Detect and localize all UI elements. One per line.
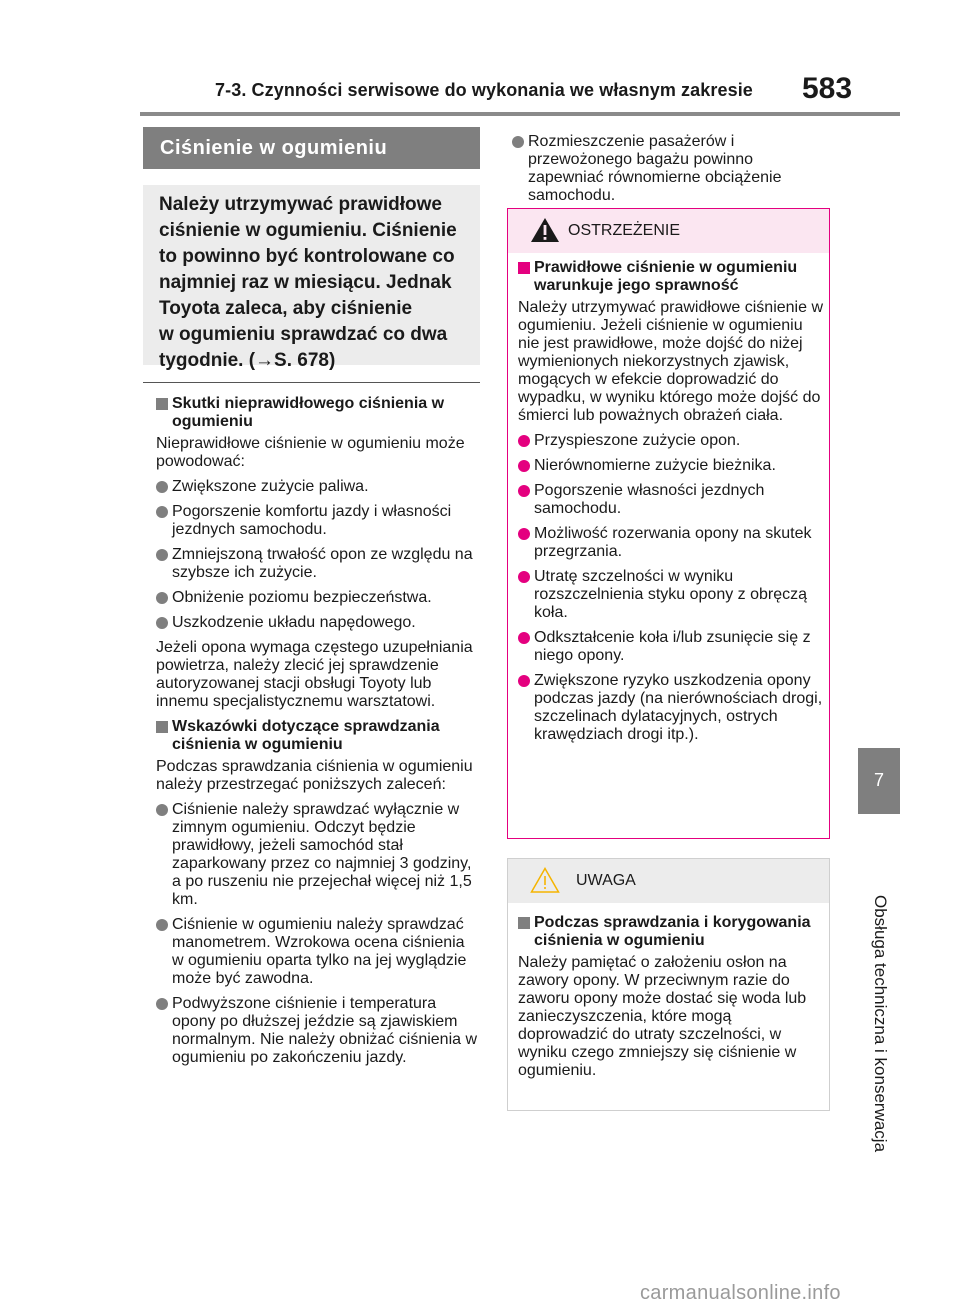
section-heading: Ciśnienie w ogumieniu xyxy=(143,127,480,169)
paragraph: Należy pamiętać o założeniu osłon na zawory opony. W przeciwnym razie do zaworu opony może dostać się woda lub zanieczyszczenia, które mogą doprowadzić do utraty szczelności, w wyniku czego zmniejszy się ciśnienie w ogumieniu. xyxy=(518,954,807,1079)
section-divider xyxy=(143,382,480,383)
subheading-text: Skutki nieprawidłowego ciśnienia w ogumieniu xyxy=(172,395,445,430)
round-bullet-icon xyxy=(156,804,168,816)
warning-body xyxy=(518,259,824,751)
caution-body xyxy=(518,914,824,1087)
list-item xyxy=(518,568,824,622)
subheading xyxy=(156,395,480,431)
list-item-text: Pogorszenie własności jezdnych samochodu. xyxy=(534,482,765,517)
intro-line: Toyota zaleca, aby ciśnienie xyxy=(159,298,413,319)
intro-box xyxy=(143,185,480,371)
paragraph: Podczas sprawdzania ciśnienia w ogumieniu należy przestrzegać poniższych zaleceń: xyxy=(156,758,473,793)
chapter-label: Obsługa techniczna i konserwacja xyxy=(871,895,890,1153)
list-item-text: Obniżenie poziomu bezpieczeństwa. xyxy=(172,589,432,606)
warning-title: OSTRZEŻENIE xyxy=(568,222,681,239)
subheading-text: Prawidłowe ciśnienie w ogumieniu warunkuje jego sprawność xyxy=(534,259,798,294)
caution-box xyxy=(507,858,830,1111)
list-item xyxy=(156,546,480,582)
paragraph: Jeżeli opona wymaga częstego uzupełniania powietrza, należy zlecić jej sprawdzenie autoryzowanej stacji obsługi Toyoty lub innemu specjalistycznemu warsztatowi. xyxy=(156,639,473,710)
round-bullet-icon xyxy=(156,919,168,931)
intro-line: w ogumieniu sprawdzać co dwa xyxy=(159,324,448,345)
subheading-text: Wskazówki dotyczące sprawdzania ciśnienia w ogumieniu xyxy=(172,718,440,753)
intro-line: tygodnie. (→S. 678) xyxy=(159,350,336,371)
round-bullet-icon xyxy=(156,998,168,1010)
warning-header xyxy=(508,209,829,253)
list-item xyxy=(156,801,480,909)
round-bullet-icon xyxy=(512,136,524,148)
round-bullet-icon xyxy=(156,617,168,629)
subheading xyxy=(156,718,480,754)
subheading-text: Podczas sprawdzania i korygowania ciśnienia w ogumieniu xyxy=(534,914,811,949)
intro-line: najmniej raz w miesiącu. Jednak xyxy=(159,272,452,293)
square-bullet-icon xyxy=(518,262,530,274)
list-item-text: Nierównomierne zużycie bieżnika. xyxy=(534,457,776,474)
list-item-text: Rozmieszczenie pasażerów i przewożonego bagażu powinno zapewniać równomierne obciążenie samochodu. xyxy=(528,133,782,204)
warning-box xyxy=(507,208,830,839)
round-bullet-icon xyxy=(518,675,530,687)
paragraph: Należy utrzymywać prawidłowe ciśnienie w ogumieniu. Jeżeli ciśnienie w ogumieniu nie jest prawidłowe, może dojść do niżej wymienionych niekorzystnych zjawisk, mogących w efekcie doprowadzić do wypadku, w wyniku którego może dojść do śmierci lub poważnych obrażeń ciała. xyxy=(518,299,823,424)
list-item-text: Utratę szczelności w wyniku rozszczelnienia styku opony z obręczą koła. xyxy=(534,568,808,621)
list-item xyxy=(518,457,824,475)
caution-title: UWAGA xyxy=(576,872,636,889)
list-item-text: Podwyższone ciśnienie i temperatura opony po dłuższej jeździe są zjawiskiem normalnym. Nie należy obniżać ciśnienia w ogumieniu po zakończeniu jazdy. xyxy=(172,995,478,1066)
right-top xyxy=(512,133,828,212)
list-item-text: Zwiększone zużycie paliwa. xyxy=(172,478,369,495)
round-bullet-icon xyxy=(518,571,530,583)
list-item-text: Uszkodzenie układu napędowego. xyxy=(172,614,416,631)
subheading xyxy=(518,259,824,295)
intro-line: to powinno być kontrolowane co xyxy=(159,246,455,267)
round-bullet-icon xyxy=(156,592,168,604)
chapter-number: 7 xyxy=(873,770,884,790)
list-item-text: Ciśnienie należy sprawdzać wyłącznie w zimnym ogumieniu. Odczyt będzie prawidłowy, jeżeli samochód stał zaparkowany przez co najmniej 3 godziny, a po ruszeniu nie przejechał więcej niż 1,5 km. xyxy=(172,801,472,908)
square-bullet-icon xyxy=(156,721,168,733)
running-header-title: 7-3. Czynności serwisowe do wykonania we własnym zakresie xyxy=(215,80,753,100)
warning-triangle-icon xyxy=(530,217,560,248)
list-item xyxy=(156,589,480,607)
paragraph: Nieprawidłowe ciśnienie w ogumieniu może powodować: xyxy=(156,435,465,470)
round-bullet-icon xyxy=(518,528,530,540)
caution-header xyxy=(508,859,829,903)
list-item-text: Możliwość rozerwania opony na skutek przegrzania. xyxy=(534,525,812,560)
watermark: carmanualsonline.info xyxy=(640,1282,841,1304)
intro-line: ciśnienie w ogumieniu. Ciśnienie xyxy=(159,220,457,241)
list-item-text: Ciśnienie w ogumieniu należy sprawdzać manometrem. Wzrokowa ocena ciśnienia w ogumieniu oparta tylko na jej wyglądzie może być zawodna. xyxy=(172,916,467,987)
subheading xyxy=(518,914,824,950)
list-item xyxy=(518,525,824,561)
round-bullet-icon xyxy=(156,549,168,561)
list-item xyxy=(518,482,824,518)
square-bullet-icon xyxy=(518,917,530,929)
list-item xyxy=(156,614,480,632)
round-bullet-icon xyxy=(156,481,168,493)
round-bullet-icon xyxy=(518,485,530,497)
list-item xyxy=(518,629,824,665)
list-item xyxy=(518,432,824,450)
list-item xyxy=(518,672,824,744)
list-item xyxy=(156,916,480,988)
list-item-text: Pogorszenie komfortu jazdy i własności jezdnych samochodu. xyxy=(172,503,452,538)
list-item-text: Odkształcenie koła i/lub zsunięcie się z niego opony. xyxy=(534,629,811,664)
left-column xyxy=(156,395,480,1074)
list-item xyxy=(156,995,480,1067)
caution-triangle-icon xyxy=(530,867,560,898)
list-item xyxy=(156,503,480,539)
round-bullet-icon xyxy=(518,435,530,447)
square-bullet-icon xyxy=(156,398,168,410)
page-number: 583 xyxy=(802,72,853,105)
list-item xyxy=(512,133,828,205)
round-bullet-icon xyxy=(156,506,168,518)
round-bullet-icon xyxy=(518,460,530,472)
round-bullet-icon xyxy=(518,632,530,644)
intro-line: Należy utrzymywać prawidłowe xyxy=(159,194,442,215)
list-item-text: Przyspieszone zużycie opon. xyxy=(534,432,741,449)
header-divider xyxy=(140,112,900,116)
list-item-text: Zmniejszoną trwałość opon ze względu na szybsze ich zużycie. xyxy=(172,546,473,581)
list-item xyxy=(156,478,480,496)
list-item-text: Zwiększone ryzyko uszkodzenia opony podczas jazdy (na nierównościach drogi, szczelinach dylatacyjnych, ostrych krawędziach drogi itp.). xyxy=(534,672,823,743)
